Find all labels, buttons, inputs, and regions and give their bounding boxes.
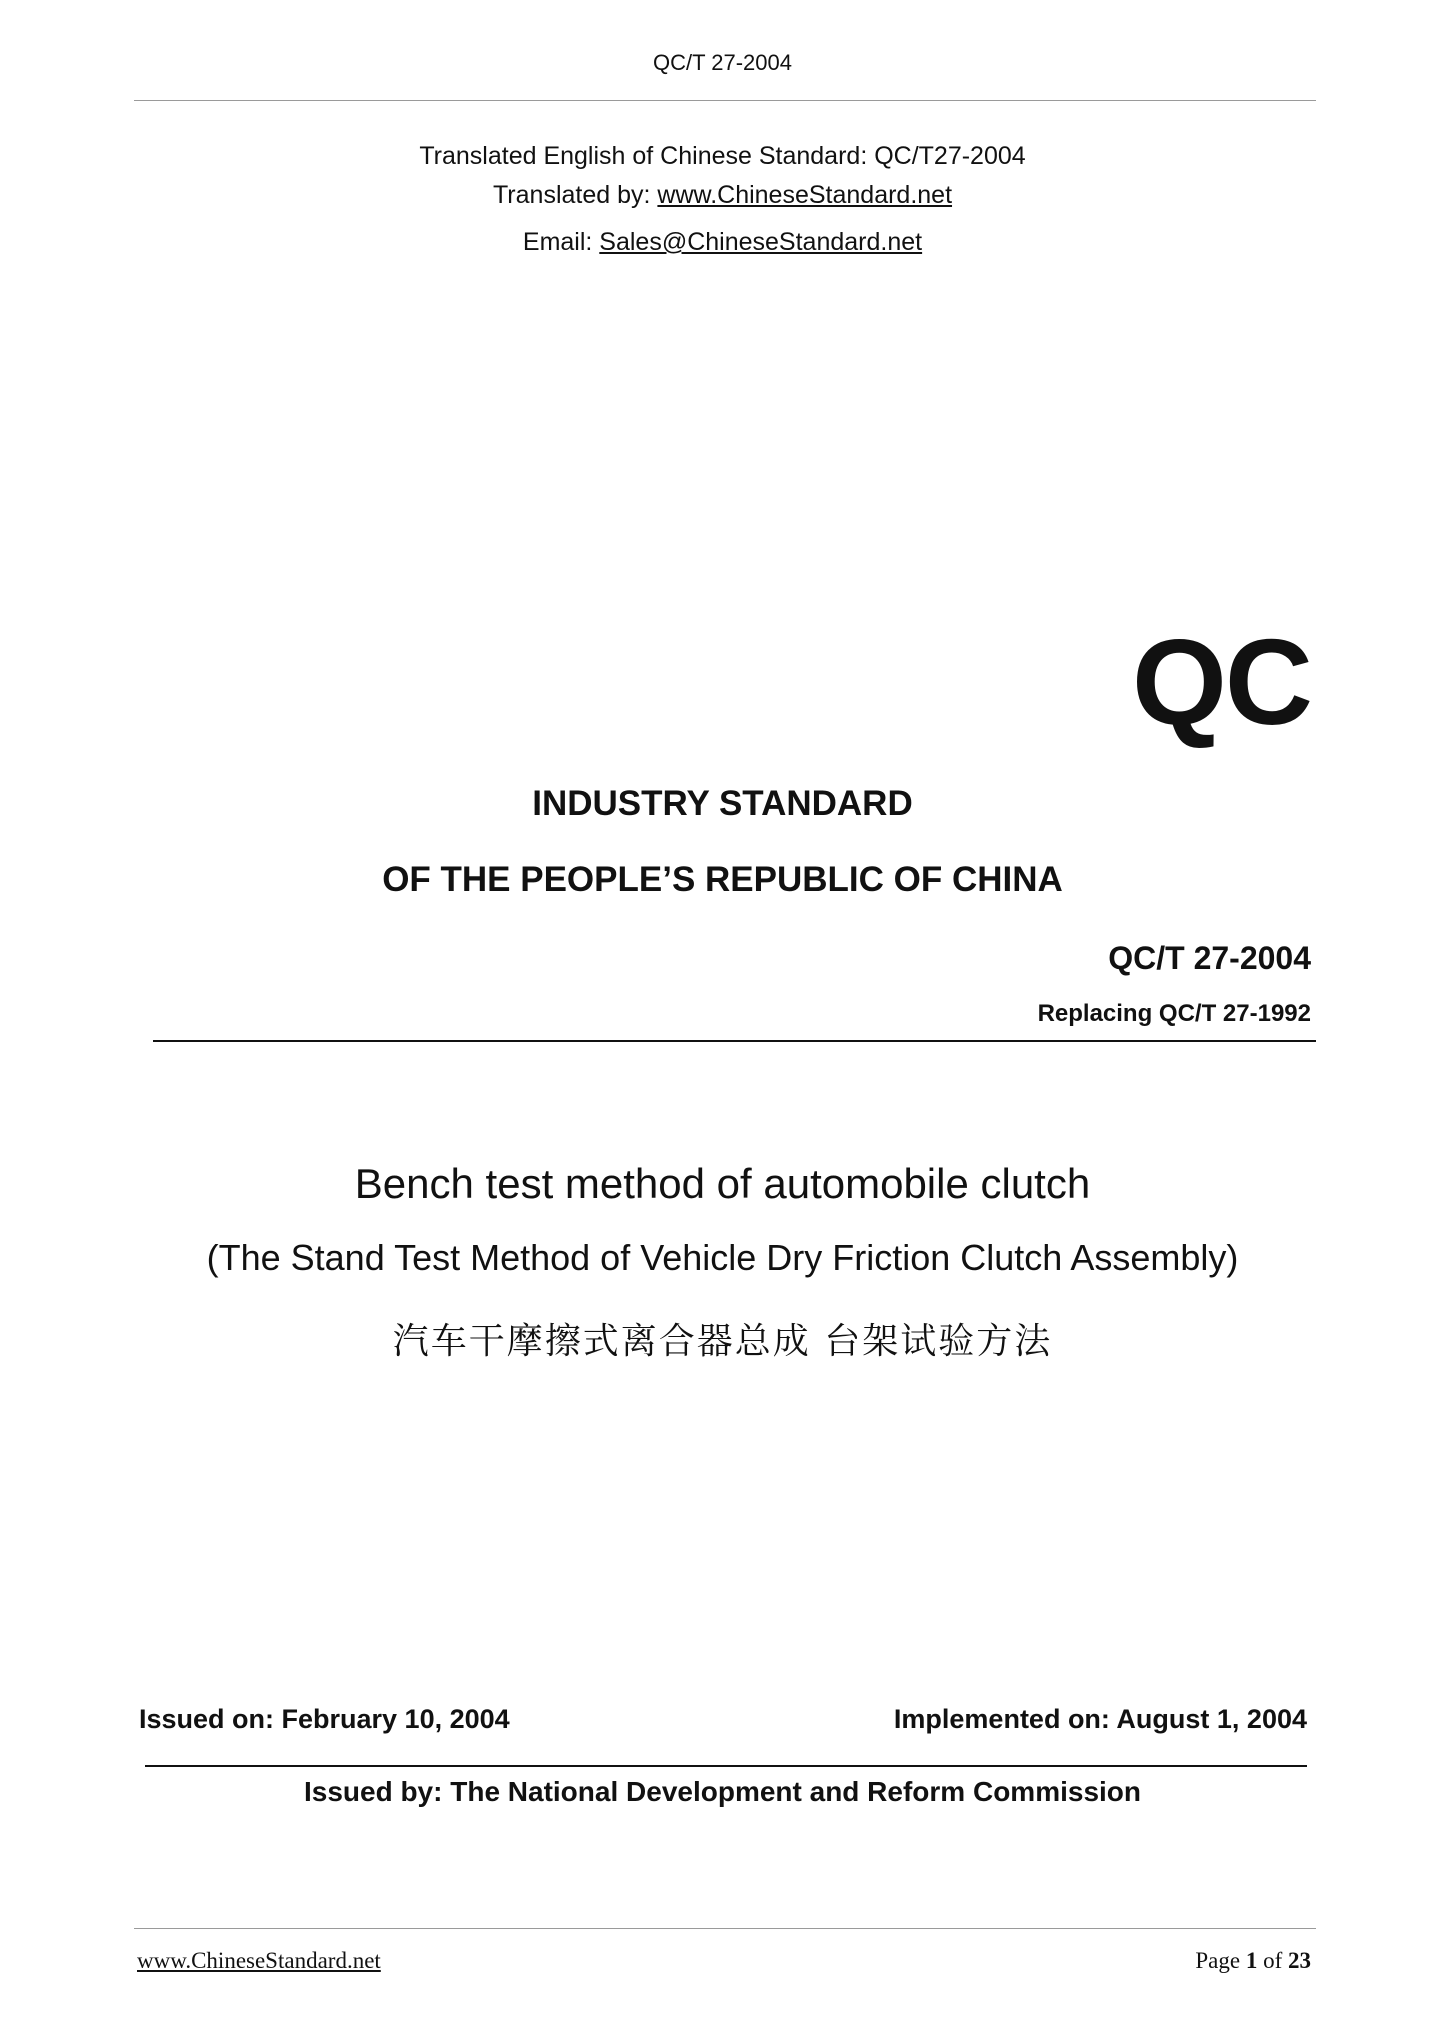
dates-divider (145, 1765, 1307, 1767)
translated-by-link[interactable]: www.ChineseStandard.net (657, 181, 953, 209)
translated-by-line (0, 181, 1445, 210)
email-line (0, 228, 1445, 257)
translated-by-label: Translated by: (492, 181, 658, 209)
page-of: of (1263, 1948, 1283, 1973)
issued-by: Issued by: The National Development and Reform Commission (303, 1776, 1142, 1807)
page-total: 23 (1288, 1948, 1311, 1973)
translation-notice: Translated English of Chinese Standard: QC/T27-2004 (419, 142, 1026, 170)
footer-site-link[interactable]: www.ChineseStandard.net (137, 1948, 381, 1973)
footer-divider (134, 1928, 1316, 1929)
document-title-chinese: 汽车干摩擦式离合器总成 台架试验方法 (392, 1321, 1053, 1362)
standard-title-line1: INDUSTRY STANDARD (532, 784, 913, 823)
page-running-header: QC/T 27-2004 (652, 50, 792, 75)
document-title-english: Bench test method of automobile clutch (354, 1160, 1091, 1207)
standard-title-line2: OF THE PEOPLE’S REPUBLIC OF CHINA (382, 860, 1063, 899)
standard-code: QC/T 27-2004 (1108, 940, 1311, 976)
email-label: Email: (522, 228, 600, 256)
email-link[interactable]: Sales@ChineseStandard.net (599, 228, 923, 256)
issued-on-date: Issued on: February 10, 2004 (139, 1704, 510, 1734)
document-title-alternate: (The Stand Test Method of Vehicle Dry Friction Clutch Assembly) (206, 1237, 1239, 1278)
page-current: 1 (1245, 1948, 1258, 1973)
replacing-code: Replacing QC/T 27-1992 (1037, 1000, 1311, 1027)
header-divider (134, 100, 1316, 101)
implemented-on-date: Implemented on: August 1, 2004 (893, 1704, 1307, 1734)
qc-standard-logo: QC (1132, 614, 1311, 750)
code-divider (153, 1040, 1316, 1042)
page-word: Page (1195, 1948, 1241, 1973)
page-number (1195, 1948, 1311, 1974)
